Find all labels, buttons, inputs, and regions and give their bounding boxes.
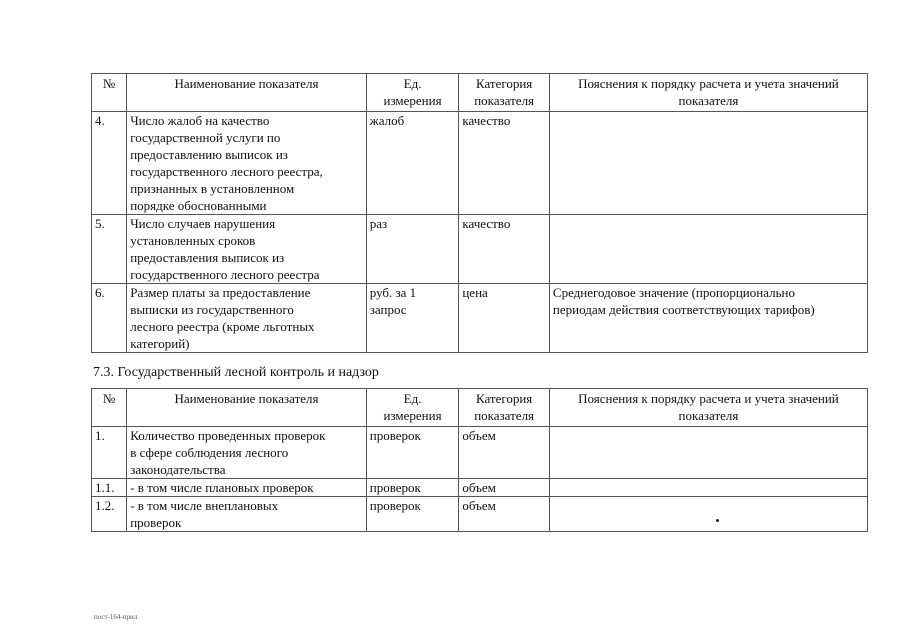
header-unit: Ед. измерения xyxy=(366,74,459,112)
header-number: № xyxy=(92,389,127,427)
row-category: качество xyxy=(459,112,550,215)
header-category: Категория показателя xyxy=(459,74,550,112)
row-category: объем xyxy=(459,479,550,497)
row-unit: раз xyxy=(366,215,459,284)
row-number: 1.1. xyxy=(92,479,127,497)
forest-control-indicators-table xyxy=(91,388,868,532)
row-indicator-name: - в том числе внеплановых проверок xyxy=(127,497,367,532)
row-notes xyxy=(549,112,867,215)
row-number: 4. xyxy=(92,112,127,215)
row-indicator-name: Количество проведенных проверок в сфере соблюдения лесного законодательства xyxy=(127,427,367,479)
header-category: Категория показателя xyxy=(459,389,550,427)
table-header-row xyxy=(92,389,868,427)
header-number: № xyxy=(92,74,127,112)
row-notes xyxy=(549,427,867,479)
row-indicator-name: Размер платы за предоставление выписки из государственного лесного реестра (кроме льготных категорий) xyxy=(127,284,367,353)
row-category: цена xyxy=(459,284,550,353)
row-category: качество xyxy=(459,215,550,284)
row-notes: Среднегодовое значение (пропорционально периодам действия соответствующих тарифов) xyxy=(549,284,867,353)
row-category: объем xyxy=(459,497,550,532)
section-heading: 7.3. Государственный лесной контроль и надзор xyxy=(93,365,379,380)
header-indicator-name: Наименование показателя xyxy=(127,74,367,112)
row-category: объем xyxy=(459,427,550,479)
table-row xyxy=(92,497,868,532)
header-notes: Пояснения к порядку расчета и учета значений показателя xyxy=(549,74,867,112)
table-row xyxy=(92,112,868,215)
row-number: 1. xyxy=(92,427,127,479)
header-indicator-name: Наименование показателя xyxy=(127,389,367,427)
row-unit: проверок xyxy=(366,427,459,479)
row-unit: проверок xyxy=(366,479,459,497)
row-indicator-name: Число случаев нарушения установленных сроков предоставления выписок из государственного лесного реестра xyxy=(127,215,367,284)
table-header-row xyxy=(92,74,868,112)
row-number: 5. xyxy=(92,215,127,284)
row-number: 6. xyxy=(92,284,127,353)
row-indicator-name: Число жалоб на качество государственной услуги по предоставлению выписок из государственного лесного реестра, признанных в установленном порядке обоснованными xyxy=(127,112,367,215)
row-indicator-name: - в том числе плановых проверок xyxy=(127,479,367,497)
row-unit: руб. за 1 запрос xyxy=(366,284,459,353)
table-row xyxy=(92,215,868,284)
footer-filename: пост-164-прил xyxy=(94,613,138,621)
table-row xyxy=(92,427,868,479)
row-notes xyxy=(549,215,867,284)
row-unit: жалоб xyxy=(366,112,459,215)
row-notes xyxy=(549,479,867,497)
row-notes xyxy=(549,497,867,532)
row-unit: проверок xyxy=(366,497,459,532)
forest-registry-indicators-table xyxy=(91,73,868,353)
scan-speck xyxy=(716,519,719,522)
table-row xyxy=(92,479,868,497)
header-notes: Пояснения к порядку расчета и учета значений показателя xyxy=(549,389,867,427)
row-number: 1.2. xyxy=(92,497,127,532)
table-row xyxy=(92,284,868,353)
header-unit: Ед. измерения xyxy=(366,389,459,427)
